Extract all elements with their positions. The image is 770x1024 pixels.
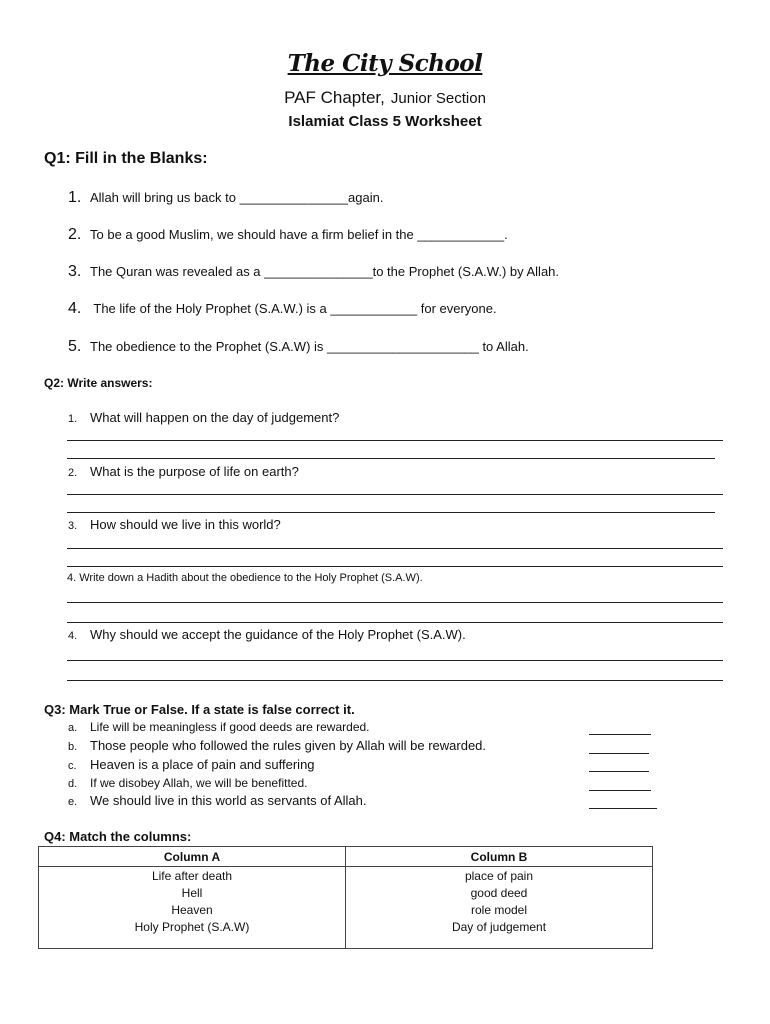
- q1-item: [68, 263, 559, 281]
- answer-line[interactable]: [67, 458, 715, 459]
- tf-answer-blank[interactable]: [589, 771, 649, 772]
- school-name: The City School: [287, 50, 483, 77]
- tf-answer-blank[interactable]: [589, 790, 651, 791]
- section-name: Junior Section: [390, 90, 486, 107]
- tf-answer-blank[interactable]: [589, 734, 651, 735]
- q1-item-number: 5.: [68, 338, 82, 355]
- q2-question-text: 4. Write down a Hadith about the obedience to the Holy Prophet (S.A.W).: [67, 572, 423, 584]
- tf-letter: d.: [68, 778, 78, 790]
- q2-question: [68, 464, 299, 479]
- q2-question-number: 2.: [68, 467, 78, 479]
- answer-line[interactable]: [67, 602, 723, 603]
- answer-line[interactable]: [67, 494, 723, 495]
- tf-statement: [68, 757, 315, 772]
- q1-item-text: The obedience to the Prophet (S.A.W) is _____________________ to Allah.: [90, 339, 529, 354]
- q2-question-text: What is the purpose of life on earth?: [90, 464, 299, 479]
- chapter-name: PAF Chapter,: [284, 88, 385, 107]
- column-a-header: Column A: [39, 847, 346, 867]
- q2-question-text: How should we live in this world?: [90, 517, 281, 532]
- column-b-item: good deed: [470, 886, 528, 900]
- q3-heading: Q3: Mark True or False. If a state is false correct it.: [44, 702, 355, 717]
- chapter-line: [0, 88, 770, 108]
- q4-heading: Q4: Match the columns:: [44, 829, 192, 844]
- q1-item-text: The life of the Holy Prophet (S.A.W.) is a ____________ for everyone.: [90, 301, 497, 316]
- column-a-item: Hell: [181, 886, 203, 900]
- q1-item-number: 3.: [68, 263, 82, 280]
- column-a-item: Heaven: [171, 903, 213, 917]
- tf-letter: a.: [68, 722, 78, 734]
- tf-statement: [68, 738, 486, 753]
- tf-text: Those people who followed the rules given by Allah will be rewarded.: [90, 738, 487, 753]
- answer-line[interactable]: [67, 680, 723, 681]
- column-b-item: place of pain: [464, 869, 534, 883]
- column-b-item: Day of judgement: [451, 920, 547, 934]
- q1-item: [68, 338, 529, 356]
- q2-question-number: 4.: [68, 630, 78, 642]
- q2-question-text: What will happen on the day of judgement?: [90, 410, 340, 425]
- worksheet-title: Islamiat Class 5 Worksheet: [288, 113, 482, 130]
- answer-line[interactable]: [67, 566, 723, 567]
- column-a-item: Holy Prophet (S.A.W): [134, 920, 250, 934]
- answer-line[interactable]: [67, 660, 723, 661]
- tf-text: If we disobey Allah, we will be benefitted.: [90, 776, 308, 790]
- q2-heading: Q2: Write answers:: [44, 376, 153, 390]
- answer-line[interactable]: [67, 512, 715, 513]
- q2-question-number: 3.: [68, 520, 78, 532]
- tf-letter: b.: [68, 741, 78, 753]
- tf-text: Life will be meaningless if good deeds are rewarded.: [90, 720, 370, 734]
- q1-item: [68, 189, 383, 207]
- q2-question-number: 1.: [68, 413, 78, 425]
- tf-text: We should live in this world as servants of Allah.: [90, 793, 367, 808]
- q1-item-text: To be a good Muslim, we should have a firm belief in the ____________.: [90, 227, 508, 242]
- column-b-cell: [346, 867, 653, 949]
- q1-item: [68, 300, 497, 318]
- match-table: [38, 846, 653, 949]
- tf-text: Heaven is a place of pain and suffering: [90, 757, 315, 772]
- q1-item-text: The Quran was revealed as a _______________to the Prophet (S.A.W.) by Allah.: [90, 264, 560, 279]
- tf-statement: [68, 776, 307, 790]
- column-a-cell: [39, 867, 346, 949]
- q2-question-text: Why should we accept the guidance of the Holy Prophet (S.A.W).: [90, 627, 466, 642]
- q2-question: [68, 627, 466, 642]
- tf-answer-blank[interactable]: [589, 808, 657, 809]
- tf-answer-blank[interactable]: [589, 753, 649, 754]
- q2-question: [68, 410, 339, 425]
- tf-letter: e.: [68, 796, 78, 808]
- answer-line[interactable]: [67, 440, 723, 441]
- tf-statement: [68, 793, 367, 808]
- q1-heading: Q1: Fill in the Blanks:: [44, 150, 208, 167]
- q2-question: [67, 572, 423, 584]
- tf-letter: c.: [68, 760, 77, 772]
- q1-item-number: 2.: [68, 226, 82, 243]
- q1-item-number: 4.: [68, 300, 82, 317]
- q1-item-text: Allah will bring us back to _______________again.: [90, 190, 384, 205]
- q1-item: [68, 226, 508, 244]
- tf-statement: [68, 720, 370, 734]
- answer-line[interactable]: [67, 622, 723, 623]
- q2-question: [68, 517, 281, 532]
- q1-item-number: 1.: [68, 189, 82, 206]
- column-b-item: role model: [470, 903, 528, 917]
- column-a-item: Life after death: [151, 869, 233, 883]
- answer-line[interactable]: [67, 548, 723, 549]
- column-b-header: Column B: [346, 847, 653, 867]
